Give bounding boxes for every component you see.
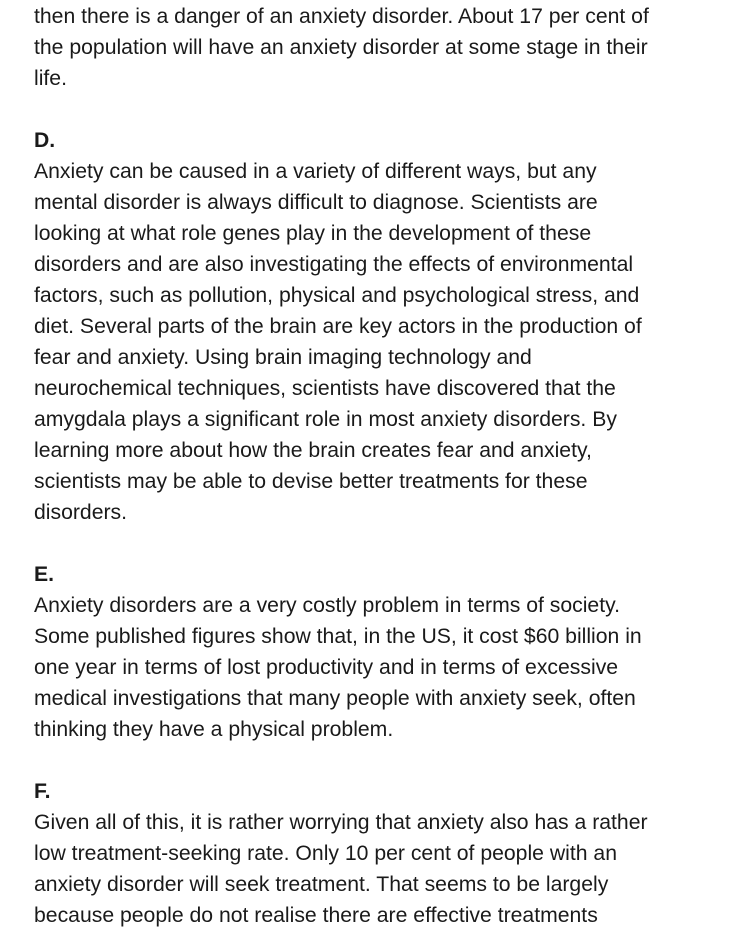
section-d	[34, 125, 734, 528]
text-line: neurochemical techniques, scientists have discovered that the	[34, 377, 616, 400]
section-heading: E.	[34, 563, 55, 586]
spacer	[34, 94, 734, 125]
spacer	[34, 528, 734, 559]
section-f	[34, 776, 734, 931]
text-line: Anxiety disorders are a very costly problem in terms of society.	[34, 594, 621, 617]
text-line: one year in terms of lost productivity and in terms of excessive	[34, 656, 619, 679]
text-line: because people do not realise there are effective treatments	[34, 904, 598, 927]
section-heading: F.	[34, 780, 51, 803]
text-line: life.	[34, 67, 67, 90]
section-continued	[34, 1, 734, 94]
text-line: then there is a danger of an anxiety disorder. About 17 per cent of	[34, 5, 649, 28]
text-line: disorders and are also investigating the effects of environmental	[34, 253, 634, 276]
text-line: factors, such as pollution, physical and psychological stress, and	[34, 284, 640, 307]
text-line: Given all of this, it is rather worrying that anxiety also has a rather	[34, 811, 648, 834]
text-line: anxiety disorder will seek treatment. That seems to be largely	[34, 873, 609, 896]
text-line: fear and anxiety. Using brain imaging technology and	[34, 346, 532, 369]
text-line: amygdala plays a significant role in most anxiety disorders. By	[34, 408, 617, 431]
spacer	[34, 745, 734, 776]
text-line: scientists may be able to devise better treatments for these	[34, 470, 588, 493]
text-line: learning more about how the brain creates fear and anxiety,	[34, 439, 592, 462]
text-line: medical investigations that many people with anxiety seek, often	[34, 687, 636, 710]
text-line: thinking they have a physical problem.	[34, 718, 394, 741]
text-line: disorders.	[34, 501, 128, 524]
text-line: mental disorder is always difficult to diagnose. Scientists are	[34, 191, 598, 214]
text-line: diet. Several parts of the brain are key actors in the production of	[34, 315, 642, 338]
section-e	[34, 559, 734, 745]
section-heading: D.	[34, 129, 56, 152]
text-line: the population will have an anxiety disorder at some stage in their	[34, 36, 648, 59]
text-line: Some published figures show that, in the US, it cost $60 billion in	[34, 625, 642, 648]
document-page	[34, 1, 734, 931]
text-line: low treatment-seeking rate. Only 10 per cent of people with an	[34, 842, 617, 865]
text-line: looking at what role genes play in the development of these	[34, 222, 592, 245]
text-line: Anxiety can be caused in a variety of different ways, but any	[34, 160, 597, 183]
